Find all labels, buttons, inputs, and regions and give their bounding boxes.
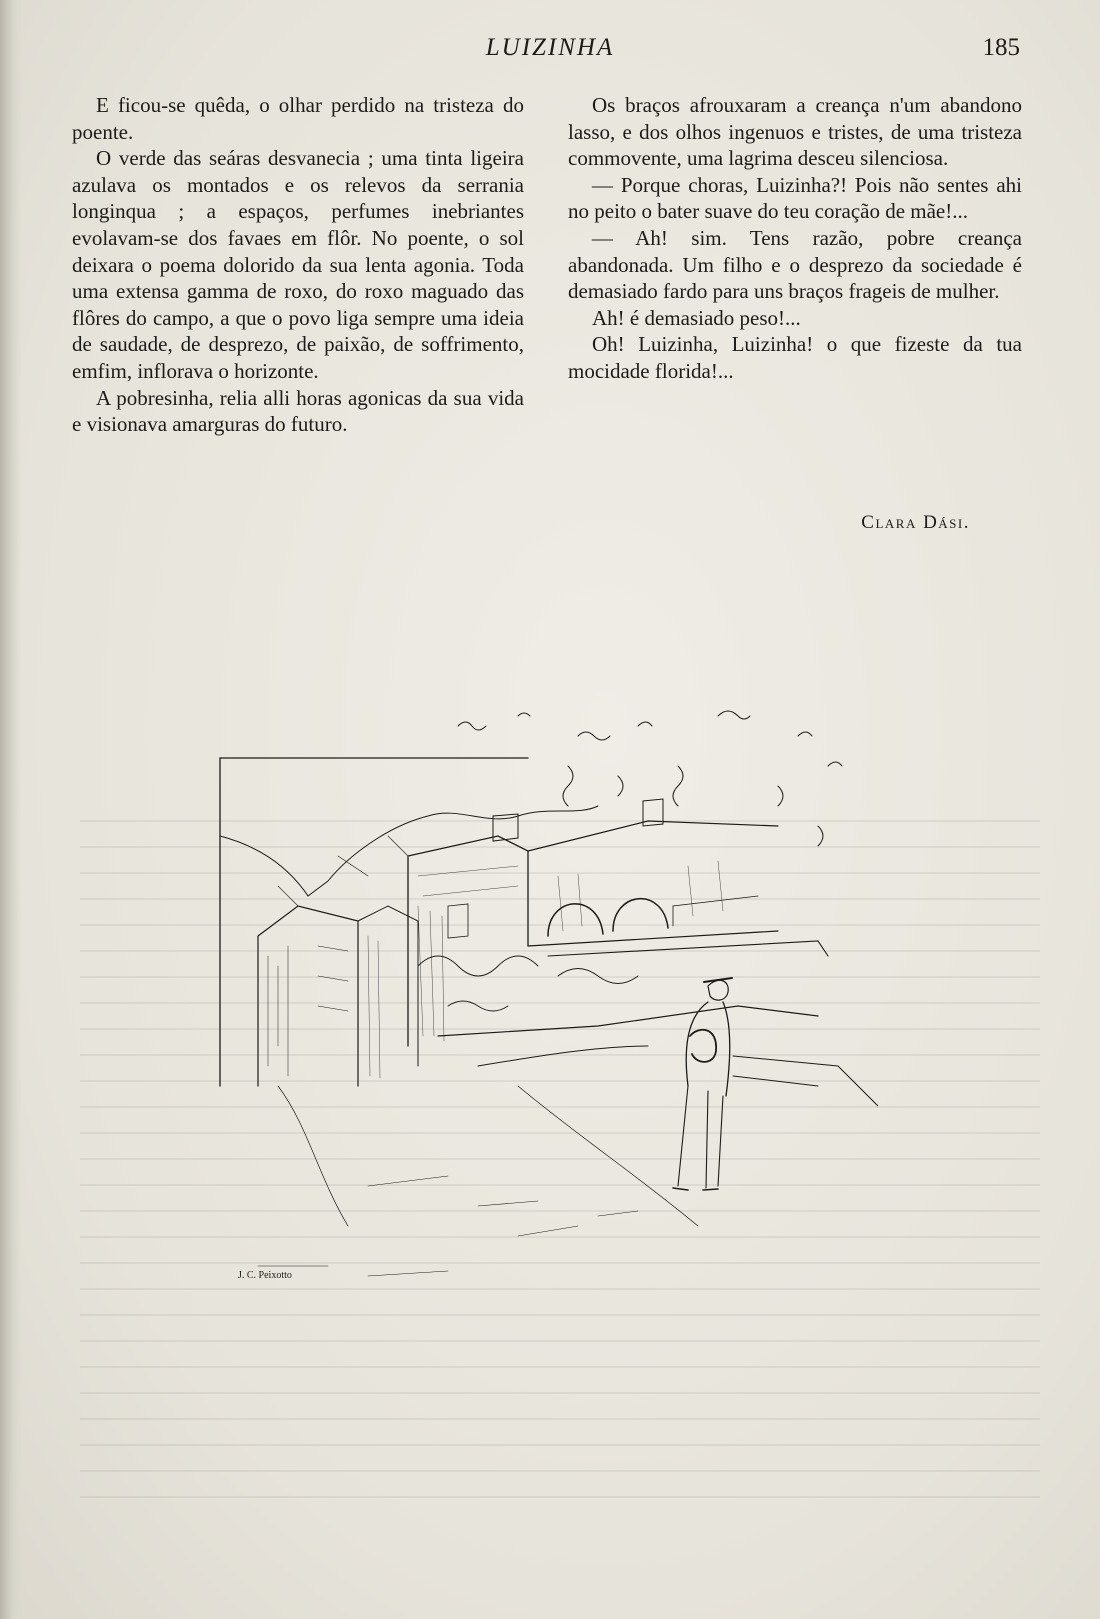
village-illustration [218,706,878,1326]
paragraph: — Porque choras, Luizinha?! Pois não sentes ahi no peito o bater suave do teu coração de mãe!... [568,172,1022,224]
paragraph: Oh! Luizinha, Luizinha! o que fizeste da tua mocidade florida!... [568,332,1022,383]
paragraph: O verde das seáras desvanecia ; uma tinta ligeira azulava os montados e os relevos da serrania longinqua ; a espaços, perfumes inebriantes evolavam-se dos favaes em flôr. No poente, o sol deixara o poema dolorido da sua lenta agonia. Toda uma extensa gamma de roxo, do roxo maguado das flôres do campo, a que o povo liga sempre uma ideia de saudade, de desprezo, de paixão, de soffrimento, emfim, inflorava o horizonte. [72,146,524,383]
page-edge-shadow [0,0,22,1619]
paragraph: E ficou-se quêda, o olhar perdido na tristeza do poente. [72,93,524,144]
paragraph: Os braços afrouxaram a creança n'um abandono lasso, e dos olhos ingenuos e tristes, de uma tristeza commovente, uma lagrima desceu silenciosa. [568,93,1022,171]
artist-signature: J. C. Peixotto [238,1270,292,1281]
author-signature: Clara Dási. [861,512,970,533]
paragraph: A pobresinha, relia alli horas agonicas da sua vida e visionava amarguras do futuro. [72,385,524,437]
page-number: 185 [982,34,1020,61]
paragraph: Ah! é demasiado peso!... [592,305,801,330]
paragraph: — Ah! sim. Tens razão, pobre creança abandonada. Um filho e o desprezo da sociedade é demasiado fardo para uns braços frageis de mulher. [568,225,1022,304]
right-column [568,92,1022,385]
left-column [72,92,524,438]
running-title: LUIZINHA [485,34,615,61]
